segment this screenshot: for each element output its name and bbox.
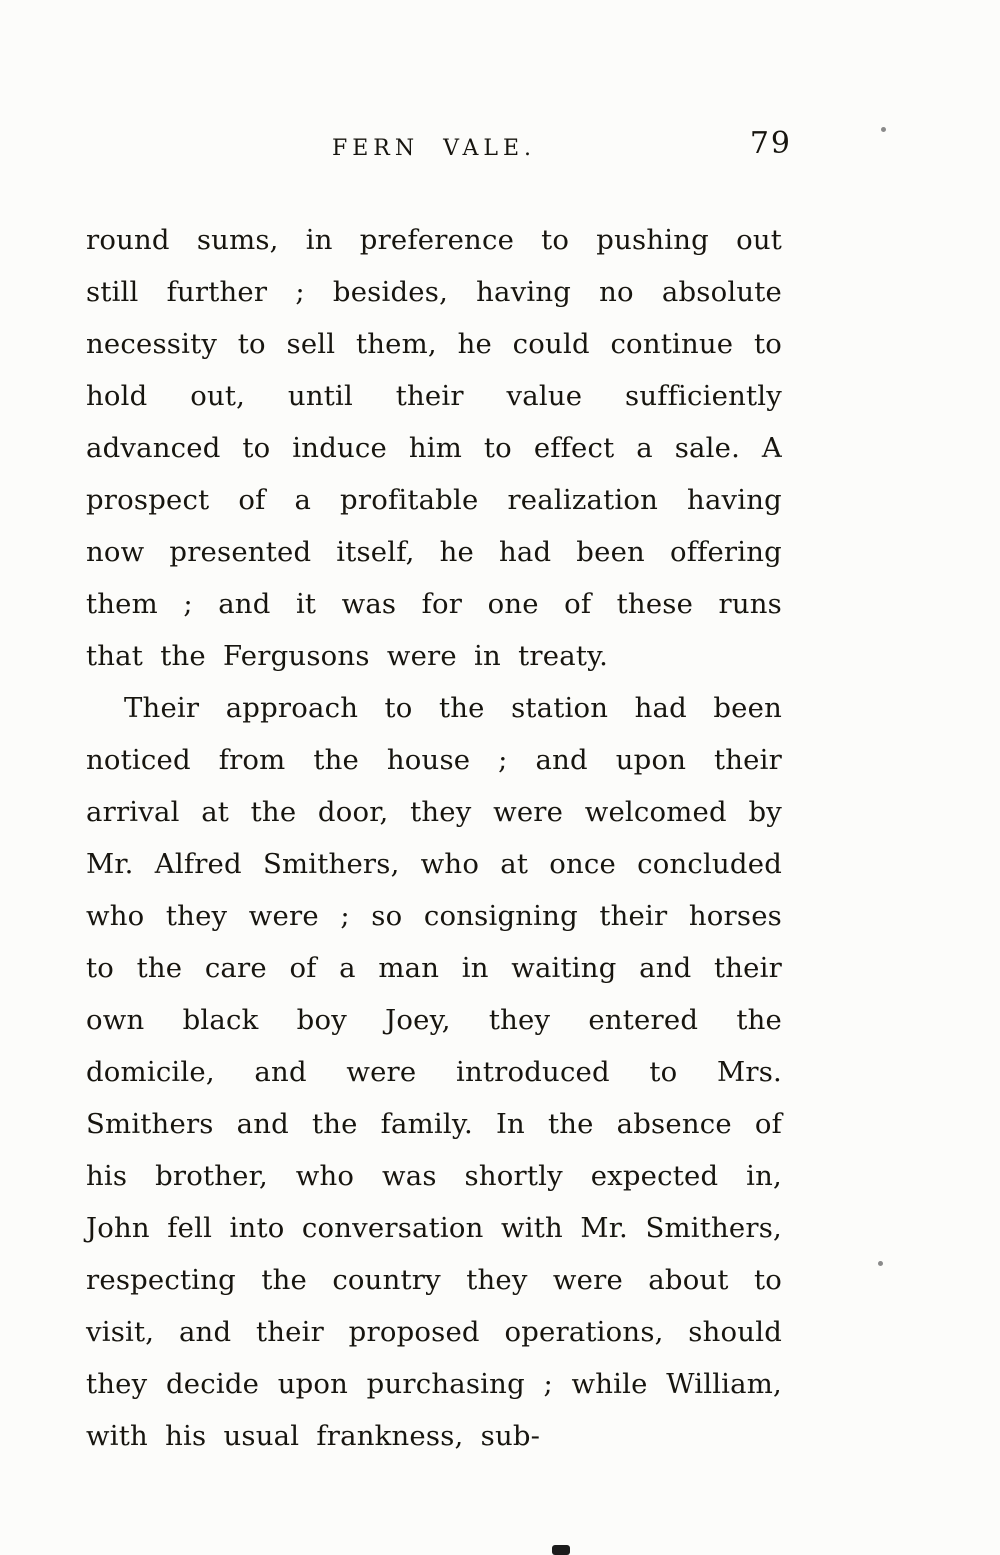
running-title: FERN VALE.: [331, 136, 537, 161]
paragraph: Their approach to the station had been noticed from the house ; and upon their arrival at the door, they were welcomed by Mr. Alfred Smithers, who at once concluded who they were ; so consigning their horses to the care of a man in waiting and their own black boy Joey, they entered the domicile, and were introduced to Mrs. Smithers and the family. In the absence of his brother, who was shortly expected in, John fell into conversation with Mr. Smithers, respecting the country they were about to visit, and their proposed operations, should they decide upon purchasing ; while William, with his usual frankness, sub-: [86, 692, 782, 1452]
page-body: [86, 214, 782, 1462]
scan-artifact: [878, 1261, 883, 1266]
page-number: 79: [749, 126, 792, 161]
scan-artifact: [881, 127, 886, 132]
paragraph: round sums, in preference to pushing out still further ; besides, having no absolute necessity to sell them, he could continue to hold out, until their value sufficiently advanced to induce him to effect a sale. A prospect of a profitable realization having now presented itself, he had been offering them ; and it was for one of these runs that the Fergusons were in treaty.: [86, 224, 782, 672]
scan-artifact: [552, 1545, 570, 1555]
page-header: [86, 126, 792, 172]
